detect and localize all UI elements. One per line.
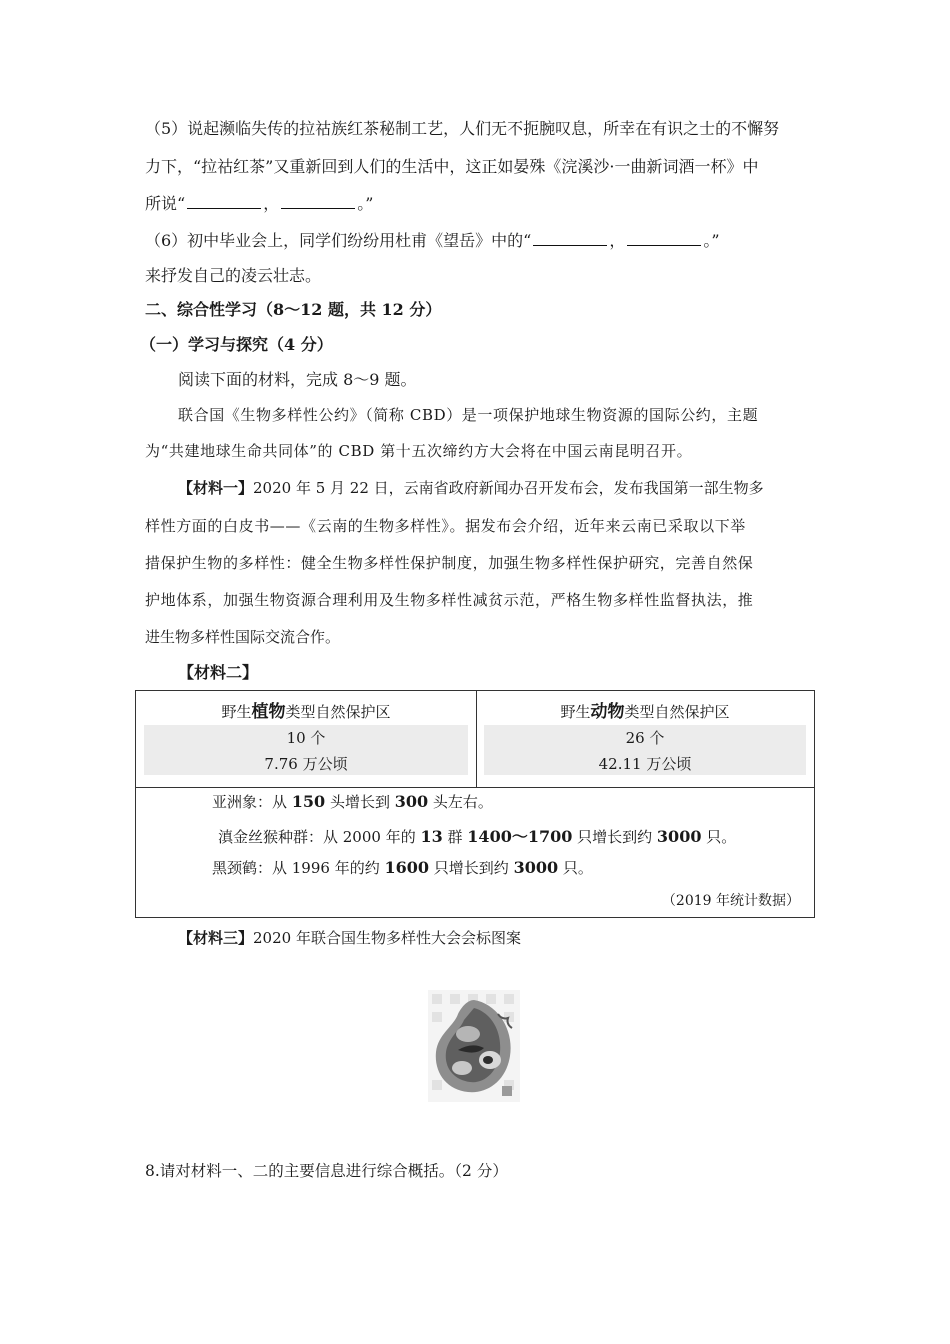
q8-text: 8.请对材料一、二的主要信息进行综合概括。（2 分） [145,1162,508,1180]
material1-text1: 2020 年 5 月 22 日，云南省政府新闻办召开发布会，发布我国第一部生物多 [253,479,764,497]
monkey-f: 3000 [656,827,702,846]
q6-line1 [145,230,720,252]
q5-line1: （5）说起濒临失传的拉祜族红茶秘制工艺，人们无不扼腕叹息，所幸在有识之士的不懈努 [145,119,780,138]
plants-title [136,697,476,722]
animals-title-bold: 动物 [590,702,625,722]
material1-line5: 进生物多样性国际交流合作。 [145,628,341,646]
monkey-line [218,824,736,847]
q5-line3 [145,193,373,215]
monkey-d: 1400～1700 [467,827,573,846]
animals-title-pre: 野生 [560,703,591,721]
q6-blank-1[interactable] [533,231,607,246]
q5-line3-prefix: 所说“ [145,194,186,213]
elephant-line [212,791,493,812]
elephant-d: 300 [394,792,429,811]
table-row-divider [136,787,814,788]
material1-line1 [178,477,764,499]
plants-values [144,725,468,775]
monkey-e: 只增长到约 [572,828,657,846]
material1-line4: 护地体系，加强生物资源合理利用及生物多样性减贫示范，严格生物多样性监督执法，推 [145,591,754,609]
section2-sub: （一）学习与探究（4 分） [140,335,333,354]
animals-cell [476,691,814,787]
elephant-b: 150 [291,792,326,811]
plants-count: 10 个 [286,729,326,747]
stats-note: （2019 年统计数据） [661,893,800,909]
q5-blank-2[interactable] [281,194,355,209]
section2-intro: 阅读下面的材料，完成 8～9 题。 [178,370,417,389]
crane-line [212,857,593,878]
monkey-a: 滇金丝猴种群：从 2000 年的 [218,828,421,846]
cbd-line1: 联合国《生物多样性公约》（简称 CBD）是一项保护地球生物资源的国际公约，主题 [178,406,759,424]
plants-title-pre: 野生 [221,703,252,721]
material3-line [178,927,521,949]
monkey-b: 13 [420,827,443,846]
monkey-g: 只。 [701,828,737,846]
crane-c: 只增长到约 [429,859,514,877]
material3-text: 2020 年联合国生物多样性大会会标图案 [253,929,521,947]
material2-label: 【材料二】 [178,663,259,682]
material1-line2: 样性方面的白皮书——《云南的生物多样性》。据发布会介绍，近年来云南已采取以下举 [145,517,746,535]
material1-line3: 措保护生物的多样性：健全生物多样性保护制度，加强生物多样性保护研究，完善自然保 [145,554,754,572]
q5-line2: 力下，“拉祜红茶”又重新回到人们的生活中，这正如晏殊《浣溪沙·一曲新词酒一杯》中 [145,157,759,176]
q5-end: 。” [357,194,374,213]
plants-cell [136,691,477,787]
crane-e: 只。 [558,859,593,877]
animals-area: 42.11 万公顷 [598,755,692,773]
q6-blank-2[interactable] [627,231,701,246]
q6-sep: ， [609,231,626,250]
plants-title-bold: 植物 [251,702,286,722]
material3-label: 【材料三】 [178,929,254,947]
section2-title: 二、综合性学习（8～12 题，共 12 分） [145,300,442,319]
q6-prefix: （6）初中毕业会上，同学们纷纷用杜甫《望岳》中的“ [145,231,532,250]
animals-count: 26 个 [625,729,665,747]
material1-label: 【材料一】 [178,479,254,497]
plants-area: 7.76 万公顷 [264,755,348,773]
q5-blank-1[interactable] [187,194,261,209]
q6-line2: 来抒发自己的凌云壮志。 [145,266,322,285]
cop15-logo-image [428,990,520,1102]
q6-end: 。” [703,231,720,250]
animals-values [484,725,806,775]
plants-title-post: 类型自然保护区 [285,703,391,721]
animals-title-post: 类型自然保护区 [624,703,730,721]
animals-title [476,697,814,722]
elephant-a: 亚洲象：从 [212,793,292,811]
crane-b: 1600 [384,858,430,877]
elephant-c: 头增长到 [325,793,395,811]
material2-table [135,690,815,918]
cbd-line2: 为“共建地球生命共同体”的 CBD 第十五次缔约方大会将在中国云南昆明召开。 [145,442,693,460]
q5-sep: ， [263,194,280,213]
crane-a: 黑颈鹤：从 1996 年的约 [212,859,385,877]
elephant-e: 头左右。 [428,793,493,811]
crane-d: 3000 [513,858,559,877]
monkey-c: 群 [442,828,468,846]
